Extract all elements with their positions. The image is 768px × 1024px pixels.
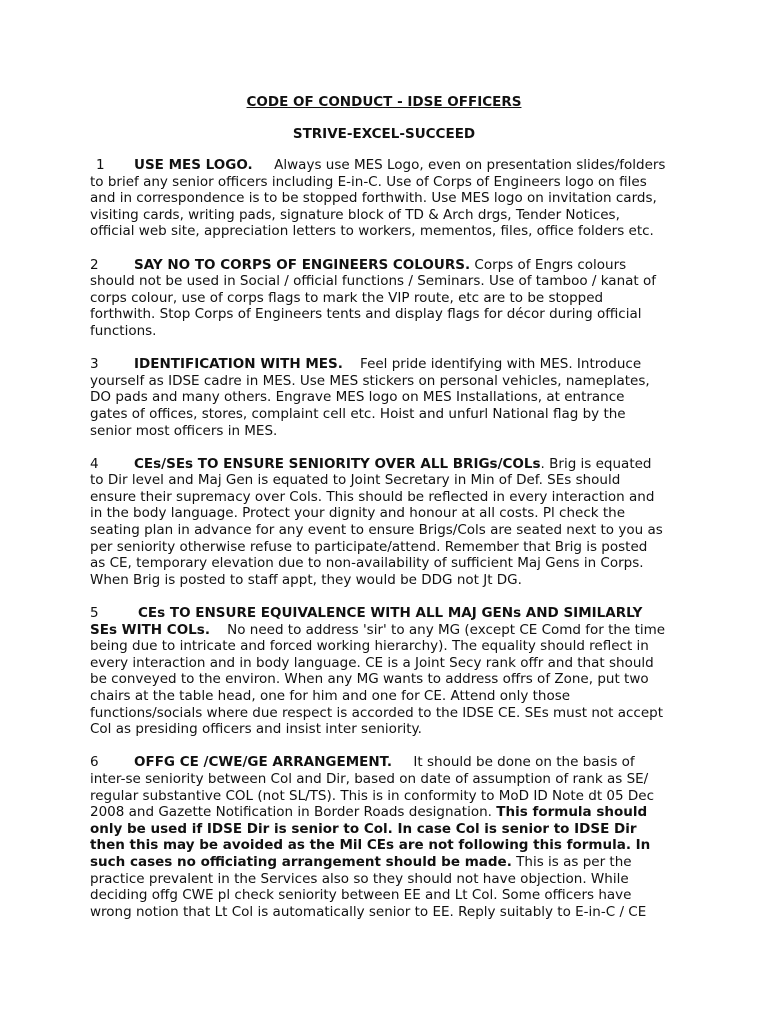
paragraph-text: Col as presiding officers and insist inter seniority. bbox=[90, 721, 422, 738]
paragraph-text: Feel pride identifying with MES. Introduce bbox=[360, 356, 642, 373]
document-body bbox=[90, 157, 690, 937]
emphasis-text: then this may be avoided as the Mil CEs are not following this formula. In bbox=[90, 837, 651, 854]
paragraph-heading: CEs/SEs TO ENSURE SENIORITY OVER ALL BRIGs/COLs bbox=[134, 455, 541, 472]
paragraph-text: DO pads and many others. Engrave MES logo on MES Installations, at entrance bbox=[90, 389, 625, 406]
paragraph-text: yourself as IDSE cadre in MES. Use MES stickers on personal vehicles, nameplates, bbox=[90, 372, 650, 389]
paragraph-text: Corps of Engrs colours bbox=[474, 256, 627, 273]
paragraph-text: per seniority otherwise refuse to participate/attend. Remember that Brig is posted bbox=[90, 538, 648, 555]
paragraph-text: gates of offices, stores, complaint cell etc. Hoist and unfurl National flag by the bbox=[90, 405, 626, 422]
paragraph-number: 2 bbox=[90, 256, 99, 273]
emphasis-text: such cases no officiating arrangement should be made. bbox=[90, 853, 512, 870]
paragraph-text: to Dir level and Maj Gen is equated to Joint Secretary in Min of Def. SEs should bbox=[90, 472, 621, 489]
paragraph-heading: USE MES LOGO. bbox=[134, 157, 253, 173]
paragraph-text: and in correspondence is to be stopped forthwith. Use MES logo on invitation cards, bbox=[90, 190, 657, 207]
paragraph-text: regular substantive COL (not SL/TS). This is in conformity to MoD ID Note dt 05 Dec bbox=[90, 787, 655, 804]
paragraph-text: ensure their supremacy over Cols. This should be reflected in every interaction and bbox=[90, 488, 655, 505]
paragraph-2 bbox=[90, 257, 690, 340]
paragraph-heading: SAY NO TO CORPS OF ENGINEERS COLOURS. bbox=[134, 256, 471, 273]
paragraph-text: . Brig is equated bbox=[540, 455, 652, 472]
paragraph-text: corps colour, use of corps flags to mark the VIP route, etc are to be stopped bbox=[90, 289, 604, 306]
paragraph-heading: CEs TO ENSURE EQUIVALENCE WITH ALL MAJ GENs AND SIMILARLY bbox=[138, 605, 643, 622]
paragraph-heading: IDENTIFICATION WITH MES. bbox=[134, 356, 343, 373]
paragraph-text: This is as per the bbox=[516, 853, 632, 870]
paragraph-1 bbox=[90, 157, 690, 240]
paragraph-text: as CE, temporary elevation due to non-availability of sufficient Maj Gens in Corps. bbox=[90, 555, 644, 572]
paragraph-5 bbox=[90, 605, 690, 738]
paragraph-text: official web site, appreciation letters to workers, mementos, files, office folders etc. bbox=[90, 223, 654, 240]
paragraph-number: 5 bbox=[90, 605, 99, 622]
paragraph-text: functions/socials where due respect is accorded to the IDSE CE. SEs must not accept bbox=[90, 704, 664, 721]
paragraph-text: chairs at the table head, one for him and one for CE. Attend only those bbox=[90, 688, 571, 704]
paragraph-text: to brief any senior officers including E-in-C. Use of Corps of Engineers logo on files bbox=[90, 173, 647, 190]
paragraph-text: in the body language. Protect your dignity and honour at all costs. Pl check the bbox=[90, 505, 626, 522]
paragraph-number: 3 bbox=[90, 356, 99, 373]
emphasis-text: only be used if IDSE Dir is senior to Col. In case Col is senior to IDSE Dir bbox=[90, 820, 637, 837]
paragraph-text: should not be used in Social / official functions / Seminars. Use of tamboo / kanat of bbox=[90, 273, 657, 290]
paragraph-text: No need to address 'sir' to any MG (except CE Comd for the time bbox=[227, 621, 666, 638]
paragraph-3 bbox=[90, 356, 690, 439]
paragraph-text: forthwith. Stop Corps of Engineers tents and display flags for décor during official bbox=[90, 306, 642, 323]
paragraph-heading: SEs WITH COLs. bbox=[90, 621, 210, 638]
paragraph-text: being due to intricate and forced working hierarchy). The equality should reflect in bbox=[90, 638, 649, 655]
paragraph-text: visiting cards, writing pads, signature block of TD & Arch drgs, Tender Notices, bbox=[90, 206, 620, 223]
paragraph-number: 6 bbox=[90, 754, 99, 771]
paragraph-text: Always use MES Logo, even on presentation slides/folders bbox=[274, 157, 666, 173]
page-title: CODE OF CONDUCT - IDSE OFFICERS bbox=[246, 94, 522, 110]
paragraph-text: 2008 and Gazette Notification in Border Roads designation. bbox=[90, 804, 492, 821]
paragraph-text: When Brig is posted to staff appt, they would be DDG not Jt DG. bbox=[90, 571, 522, 588]
paragraph-number: 4 bbox=[90, 455, 99, 472]
paragraph-text: inter-se seniority between Col and Dir, based on date of assumption of rank as SE/ bbox=[90, 770, 649, 787]
paragraph-number: 1 bbox=[96, 157, 105, 173]
page-subtitle: STRIVE-EXCEL-SUCCEED bbox=[292, 126, 476, 142]
paragraph-heading: OFFG CE /CWE/GE ARRANGEMENT. bbox=[134, 754, 392, 771]
paragraph-text: wrong notion that Lt Col is automatically senior to EE. Reply suitably to E-in-C / CE bbox=[90, 903, 647, 920]
paragraph-text: deciding offg CWE pl check seniority between EE and Lt Col. Some officers have bbox=[90, 887, 632, 904]
paragraph-text: senior most officers in MES. bbox=[90, 422, 278, 439]
paragraph-6 bbox=[90, 754, 690, 920]
emphasis-text: This formula should bbox=[496, 804, 648, 821]
paragraph-text: functions. bbox=[90, 322, 157, 339]
paragraph-text: It should be done on the basis of bbox=[413, 754, 635, 771]
paragraph-4 bbox=[90, 456, 690, 589]
paragraph-text: practice prevalent in the Services also so they should not have objection. While bbox=[90, 870, 629, 887]
paragraph-text: seating plan in advance for any event to ensure Brigs/Cols are seated next to you as bbox=[90, 522, 663, 539]
paragraph-text: be conveyed to the environ. When any MG wants to address offrs of Zone, put two bbox=[90, 671, 649, 688]
paragraph-text: every interaction and in body language. CE is a Joint Secy rank offr and that should bbox=[90, 654, 654, 671]
